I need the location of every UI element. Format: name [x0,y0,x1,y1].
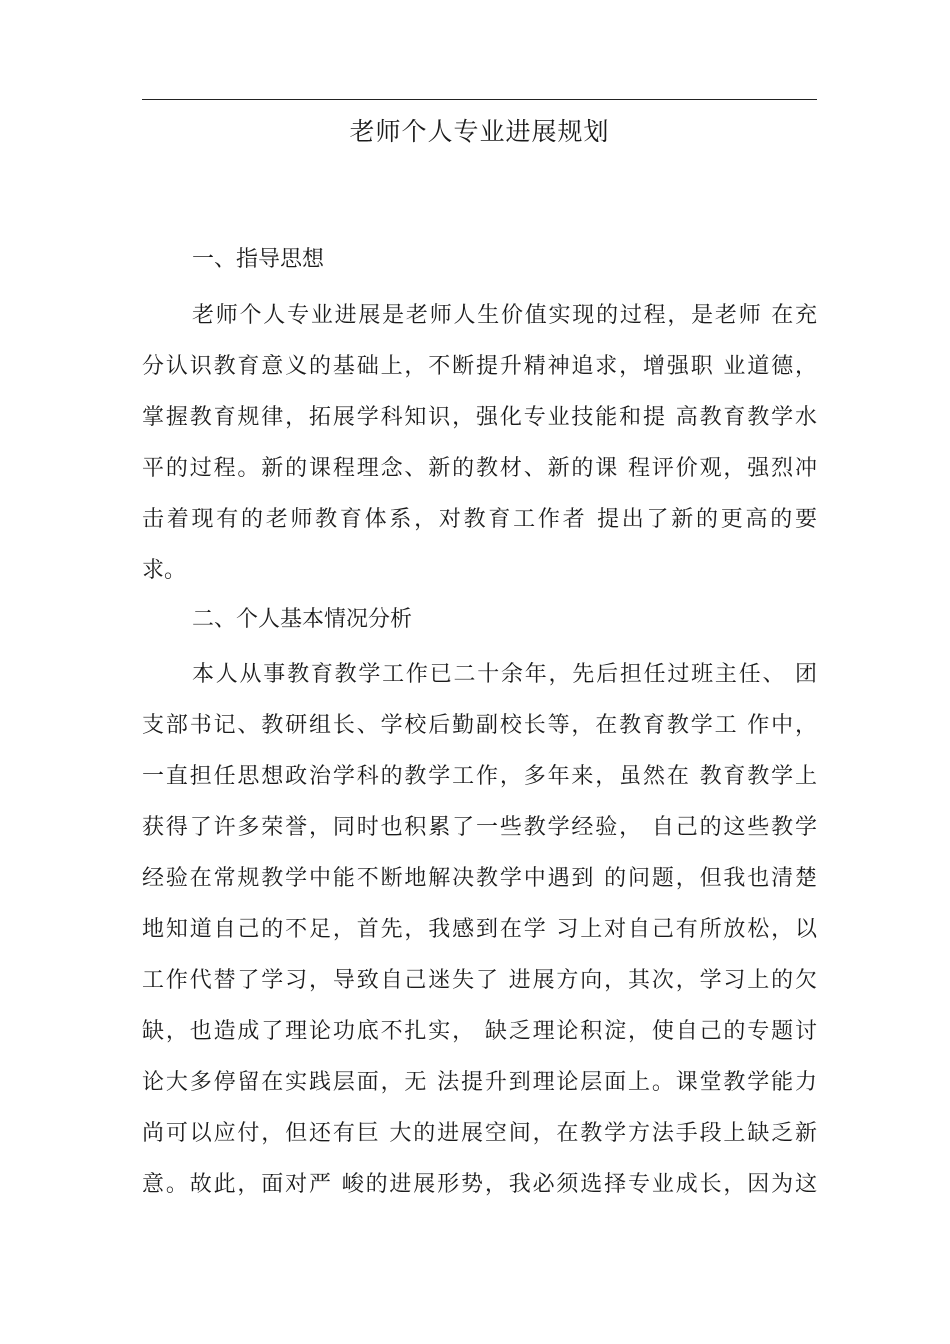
text-line: 老师个人专业进展是老师人生价值实现的过程，是老师 在充 [192,303,817,328]
text-line: 一直担任思想政治学科的教学工作，多年来，虽然在 教育教学上 [142,764,817,789]
text-line: 求。 [142,558,187,583]
text-line: 支部书记、教研组长、学校后勤副校长等，在教育教学工 作中， [142,713,817,738]
text-line: 分认识教育意义的基础上，不断提升精神追求，增强职 业道德， [142,354,817,379]
text-line: 经验在常规教学中能不断地解决教学中遇到 的问题，但我也清楚 [142,866,817,891]
text-line: 缺，也造成了理论功底不扎实， 缺乏理论积淀，使自己的专题讨 [142,1019,817,1044]
header-rule [142,99,817,100]
text-line: 获得了许多荣誉，同时也积累了一些教学经验， 自己的这些教学 [142,815,817,840]
section-heading-personal-analysis: 二、个人基本情况分析 [192,607,413,632]
document-title: 老师个人专业进展规划 [349,117,610,146]
paragraph-guiding-ideology [142,296,817,602]
text-line: 尚可以应付，但还有巨 大的进展空间，在教学方法手段上缺乏新 [142,1121,817,1146]
paragraph-personal-analysis [142,655,817,1216]
text-line: 本人从事教育教学工作已二十余年，先后担任过班主任、 团 [192,662,817,687]
text-line: 平的过程。新的课程理念、新的教材、新的课 程评价观，强烈冲 [142,456,817,481]
text-line: 掌握教育规律，拓展学科知识，强化专业技能和提 高教育教学水 [142,405,817,430]
text-line: 地知道自己的不足，首先，我感到在学 习上对自己有所放松，以 [142,917,817,942]
text-line: 意。故此，面对严 峻的进展形势，我必须选择专业成长，因为这 [142,1172,817,1197]
text-line: 击着现有的老师教育体系，对教育工作者 提出了新的更高的要 [142,507,817,532]
text-line: 工作代替了学习，导致自己迷失了 进展方向，其次，学习上的欠 [142,968,817,993]
text-line: 论大多停留在实践层面，无 法提升到理论层面上。课堂教学能力 [142,1070,817,1095]
section-heading-guiding-ideology: 一、指导思想 [192,247,325,272]
